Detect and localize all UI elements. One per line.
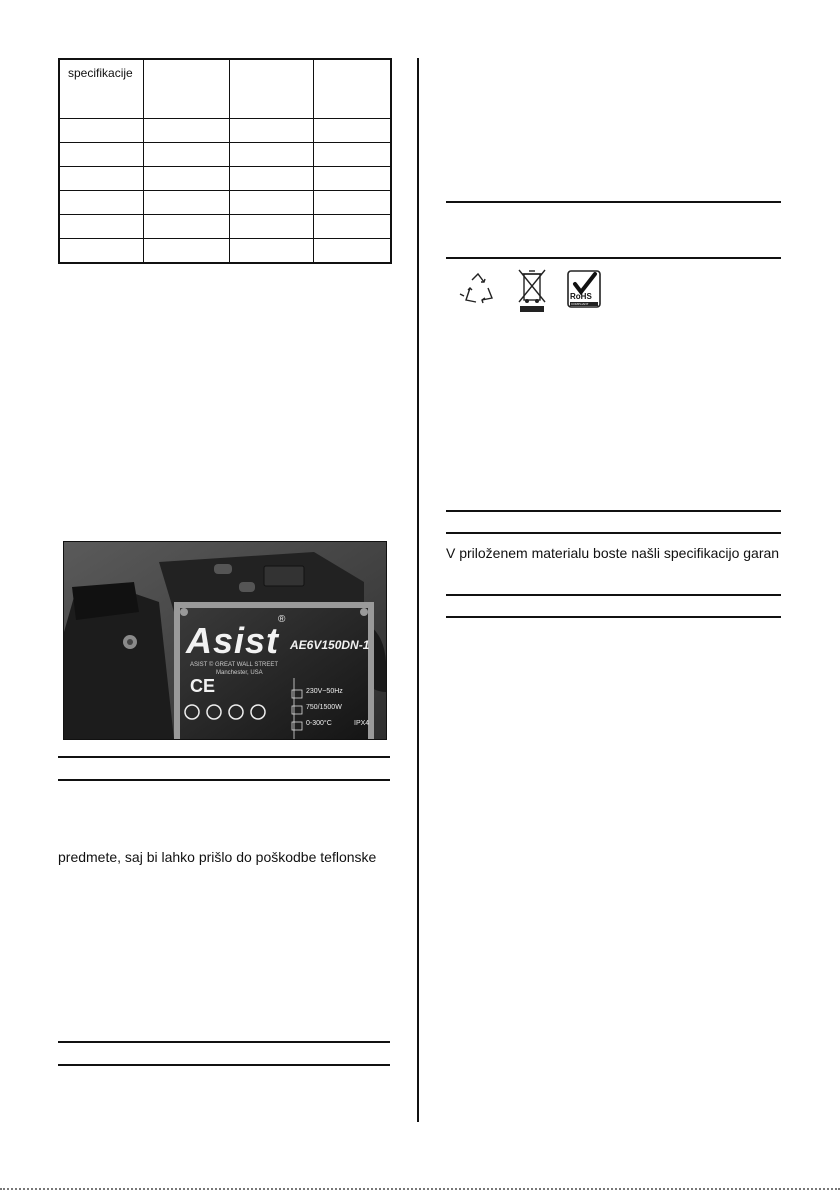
recycle-icon <box>458 270 498 310</box>
table-header-row <box>59 59 391 119</box>
page-bottom-edge <box>0 1188 840 1190</box>
section-rule <box>58 1064 390 1066</box>
weee-bin-icon <box>516 268 548 314</box>
section-rule <box>58 779 390 781</box>
table-cell <box>313 119 391 143</box>
registered-mark: ® <box>278 614 286 625</box>
table-cell <box>59 191 143 215</box>
rohs-sub-label: COMPLIANT <box>571 302 589 306</box>
warranty-text-line: V priloženem materialu boste našli specifikacijo garan <box>446 545 780 561</box>
table-cell <box>143 143 229 167</box>
table-cell <box>313 143 391 167</box>
table-cell <box>143 215 229 239</box>
table-cell <box>59 239 143 264</box>
rohs-compliant-icon <box>567 270 601 308</box>
temperature-rating: 0-300°C <box>306 720 332 727</box>
table-cell <box>59 167 143 191</box>
table-cell <box>229 143 313 167</box>
model-number: AE6V150DN-1 <box>290 638 370 652</box>
table-cell <box>313 191 391 215</box>
table-cell <box>229 191 313 215</box>
maker-city: Manchester, USA <box>216 670 263 676</box>
table-row <box>59 119 391 143</box>
table-header-cell <box>229 59 313 119</box>
table-cell <box>143 167 229 191</box>
table-cell <box>59 215 143 239</box>
table-cell <box>229 215 313 239</box>
table-header-cell: specifikacije <box>59 59 143 119</box>
section-rule <box>446 532 781 534</box>
table-header-cell <box>313 59 391 119</box>
maker-line: ASIST © GREAT WALL STREET <box>190 662 278 668</box>
table-row <box>59 191 391 215</box>
table-cell <box>59 143 143 167</box>
table-cell <box>313 167 391 191</box>
section-rule <box>446 201 781 203</box>
ce-mark: CE <box>190 676 216 696</box>
table-cell <box>59 119 143 143</box>
table-row <box>59 143 391 167</box>
body-text-line: predmete, saj bi lahko prišlo do poškodbe teflonske <box>58 849 377 865</box>
ip-rating: IPX4 <box>354 720 370 727</box>
specification-table <box>58 58 392 264</box>
section-rule <box>446 510 781 512</box>
table-cell <box>313 215 391 239</box>
section-rule <box>58 1041 390 1043</box>
section-rule <box>446 257 781 259</box>
table-header-cell <box>143 59 229 119</box>
table-cell <box>229 119 313 143</box>
table-cell <box>229 167 313 191</box>
table-cell <box>143 191 229 215</box>
section-rule <box>446 594 781 596</box>
table-cell <box>229 239 313 264</box>
brand-logo: Asist <box>186 620 280 661</box>
section-rule <box>446 616 781 618</box>
column-divider <box>417 58 419 1122</box>
rohs-label: RoHS <box>570 292 592 301</box>
table-row <box>59 215 391 239</box>
product-photo <box>63 541 387 740</box>
table-cell <box>143 239 229 264</box>
table-cell <box>143 119 229 143</box>
voltage-rating: 230V~50Hz <box>306 688 343 695</box>
power-rating: 750/1500W <box>306 704 342 711</box>
table-row <box>59 239 391 264</box>
section-rule <box>58 756 390 758</box>
table-row <box>59 167 391 191</box>
table-cell <box>313 239 391 264</box>
